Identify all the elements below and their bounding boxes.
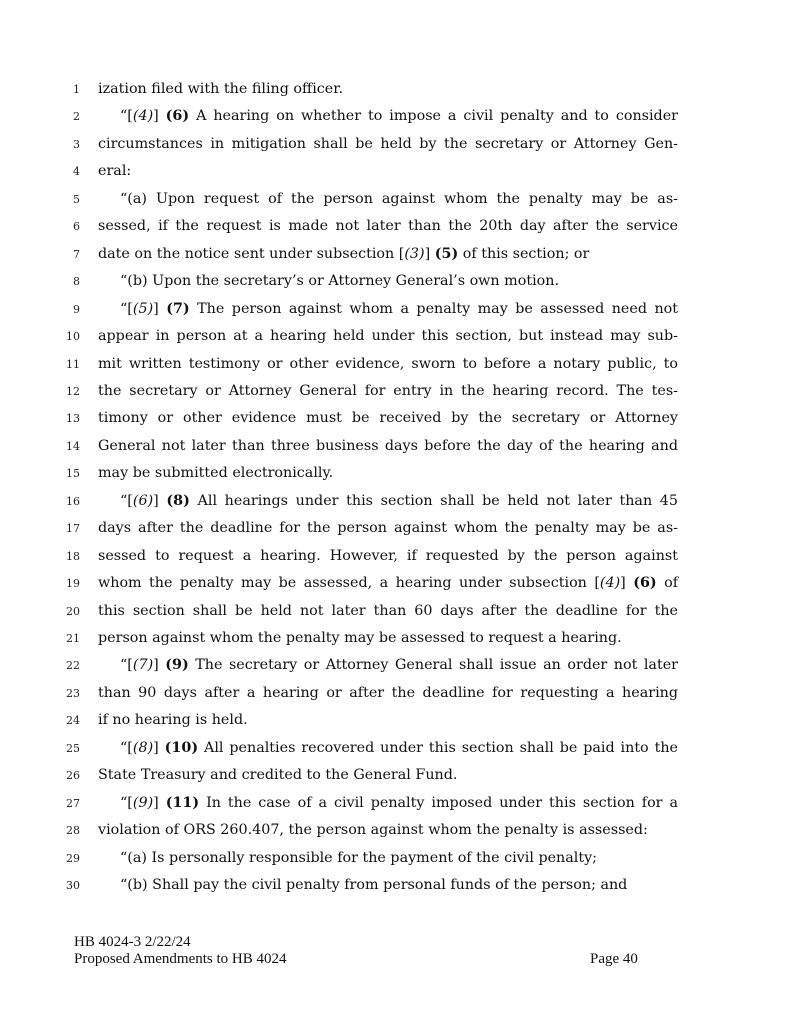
text-segment: sessed, if the request is made not later than the 20th day after the service: [98, 218, 678, 235]
line-text: [120, 847, 678, 869]
text-line: [0, 627, 800, 654]
line-number: 15: [66, 467, 80, 481]
bold-text-segment: (10): [164, 739, 199, 756]
text-segment: appear in person at a hearing held under this section, but instead may sub-: [98, 328, 678, 345]
text-line: [0, 462, 800, 489]
line-number: 10: [66, 330, 80, 344]
text-segment: A hearing on whether to impose a civil penalty and to consider: [189, 108, 679, 125]
line-number: 2: [73, 110, 80, 124]
text-segment: ization filed with the filing officer.: [98, 81, 344, 97]
text-line: [0, 764, 800, 791]
bold-text-segment: (6): [633, 575, 657, 592]
line-text: [98, 133, 678, 155]
line-text: [98, 462, 678, 484]
text-segment: ]: [153, 739, 165, 756]
text-segment: All penalties recovered under this section shall be paid into the: [198, 739, 678, 756]
text-line: [0, 847, 800, 874]
text-segment: “[: [120, 300, 133, 317]
line-text: [98, 682, 678, 704]
line-number: 4: [73, 165, 80, 179]
text-line: [0, 792, 800, 819]
text-segment: eral:: [98, 163, 132, 180]
text-line: [0, 353, 800, 380]
text-segment: ]: [153, 794, 166, 811]
line-text: [120, 298, 678, 320]
text-segment: ]: [620, 575, 634, 592]
line-number: 8: [73, 275, 80, 289]
line-number: 18: [66, 549, 80, 563]
text-line: [0, 188, 800, 215]
line-number: 26: [66, 769, 80, 783]
text-segment: ]: [153, 492, 167, 509]
text-line: [0, 78, 800, 105]
text-segment: sessed to request a hearing. However, if requested by the person against: [98, 547, 678, 564]
line-number: 9: [73, 302, 80, 316]
line-number: 17: [66, 522, 80, 536]
bold-text-segment: (6): [165, 108, 190, 125]
text-line: [0, 407, 800, 434]
text-segment: “(b) Shall pay the civil penalty from personal funds of the person; and: [120, 877, 628, 894]
line-number: 20: [66, 604, 80, 618]
text-segment: may be submitted electronically.: [98, 465, 334, 482]
text-segment: In the case of a civil penalty imposed under this section for a: [199, 794, 678, 811]
text-segment: circumstances in mitigation shall be held by the secretary or Attorney Gen-: [98, 135, 678, 152]
line-number: 16: [66, 494, 80, 508]
line-text: [120, 792, 678, 814]
line-text: [98, 407, 678, 429]
line-text: [120, 105, 678, 127]
page-number: Page 40: [590, 951, 638, 967]
text-segment: if no hearing is held.: [98, 712, 248, 729]
line-text: [120, 874, 678, 896]
text-line: [0, 517, 800, 544]
text-line: [0, 298, 800, 325]
italic-deleted-text-segment: (8): [132, 739, 154, 756]
text-line: [0, 105, 800, 132]
line-number: 1: [73, 83, 80, 96]
line-text: [98, 243, 678, 265]
line-number: 13: [66, 412, 80, 426]
text-line: [0, 270, 800, 297]
text-line: [0, 243, 800, 270]
line-text: [98, 764, 678, 786]
line-text: [120, 270, 678, 292]
text-segment: of: [656, 575, 679, 592]
line-text: [98, 78, 678, 100]
line-text: [98, 545, 678, 567]
text-segment: “[: [120, 739, 133, 756]
line-number: 24: [66, 714, 80, 728]
text-segment: than 90 days after a hearing or after the deadline for requesting a hearing: [98, 684, 678, 701]
line-number: 12: [66, 384, 80, 398]
line-number: 14: [66, 439, 80, 453]
line-text: [120, 188, 678, 210]
text-segment: violation of ORS 260.407, the person against whom the penalty is assessed:: [98, 822, 648, 839]
line-text: [98, 819, 678, 841]
text-segment: this section shall be held not later than 60 days after the deadline for the: [98, 602, 678, 619]
text-line: [0, 380, 800, 407]
text-line: [0, 654, 800, 681]
line-number: 5: [73, 192, 80, 206]
italic-deleted-text-segment: (9): [132, 794, 154, 811]
text-line: [0, 133, 800, 160]
line-text: [98, 517, 678, 539]
text-segment: the secretary or Attorney General for entry in the hearing record. The tes-: [98, 382, 678, 399]
text-line: [0, 709, 800, 736]
text-segment: “(b) Upon the secretary’s or Attorney General’s own motion.: [120, 273, 560, 290]
line-number: 28: [66, 824, 80, 838]
text-segment: of this section; or: [458, 245, 590, 262]
line-text: [98, 160, 678, 182]
footer-row-subtitle: [74, 951, 674, 968]
text-segment: mit written testimony or other evidence, sworn to before a notary public, to: [98, 355, 678, 372]
text-segment: General not later than three business days before the day of the hearing and: [98, 437, 678, 454]
text-segment: ]: [153, 300, 167, 317]
text-segment: “[: [120, 108, 133, 125]
line-text: [98, 627, 678, 649]
line-number: 19: [66, 577, 80, 591]
line-text: [98, 325, 678, 347]
text-segment: date on the notice sent under subsection [: [98, 245, 405, 262]
line-text: [98, 572, 678, 594]
line-text: [120, 737, 678, 759]
line-number: 22: [66, 659, 80, 673]
bold-text-segment: (8): [166, 492, 190, 509]
line-number: 7: [73, 247, 80, 261]
line-text: [98, 380, 678, 402]
text-segment: “(a) Is personally responsible for the payment of the civil penalty;: [120, 849, 597, 866]
bill-version: HB 4024-3 2/22/24: [74, 934, 191, 950]
text-segment: whom the penalty may be assessed, a hearing under subsection [: [98, 575, 600, 592]
text-line: [0, 737, 800, 764]
line-number: 27: [66, 796, 80, 810]
text-segment: “(a) Upon request of the person against whom the penalty may be as-: [120, 190, 678, 207]
footer-subtitle: Proposed Amendments to HB 4024: [74, 951, 287, 967]
text-segment: State Treasury and credited to the General Fund.: [98, 767, 458, 784]
text-segment: “[: [120, 794, 133, 811]
footer-row-version: [74, 934, 674, 951]
bold-text-segment: (5): [434, 245, 459, 262]
line-number: 25: [66, 741, 80, 755]
italic-deleted-text-segment: (5): [132, 300, 154, 317]
bold-text-segment: (7): [166, 300, 190, 317]
text-line: [0, 572, 800, 599]
text-line: [0, 600, 800, 627]
text-segment: “[: [120, 492, 133, 509]
line-number: 21: [66, 632, 80, 645]
line-text: [98, 215, 678, 237]
line-text: [98, 435, 678, 457]
line-number: 30: [66, 879, 80, 893]
text-line: [0, 874, 800, 901]
text-line: [0, 545, 800, 572]
text-segment: The secretary or Attorney General shall issue an order not later: [188, 657, 678, 674]
line-number: 3: [73, 137, 80, 151]
line-number: 23: [66, 686, 80, 700]
text-line: [0, 682, 800, 709]
line-number: 6: [73, 220, 80, 234]
line-text: [120, 490, 678, 512]
text-segment: “[: [120, 657, 133, 674]
line-text: [98, 709, 678, 731]
line-text: [98, 353, 678, 375]
text-line: [0, 215, 800, 242]
text-segment: ]: [153, 108, 166, 125]
text-line: [0, 325, 800, 352]
text-segment: The person against whom a penalty may be assessed need not: [189, 300, 678, 317]
text-segment: days after the deadline for the person against whom the penalty may be as-: [98, 520, 678, 537]
text-segment: ]: [153, 657, 166, 674]
text-line: [0, 160, 800, 187]
page-footer: [74, 934, 674, 968]
text-line: [0, 435, 800, 462]
text-segment: timony or other evidence must be received by the secretary or Attorney: [98, 410, 678, 427]
text-segment: person against whom the penalty may be assessed to request a hearing.: [98, 630, 622, 646]
text-segment: ]: [424, 245, 435, 262]
text-segment: All hearings under this section shall be held not later than 45: [189, 492, 679, 509]
text-line: [0, 819, 800, 846]
line-number: 11: [66, 357, 80, 371]
text-line: [0, 490, 800, 517]
bold-text-segment: (11): [165, 794, 200, 811]
italic-deleted-text-segment: (4): [599, 575, 621, 592]
bold-text-segment: (9): [165, 657, 189, 674]
italic-deleted-text-segment: (3): [404, 245, 425, 262]
line-number: 29: [66, 851, 80, 865]
italic-deleted-text-segment: (4): [132, 108, 154, 125]
line-text: [120, 654, 678, 676]
italic-deleted-text-segment: (7): [132, 657, 154, 674]
italic-deleted-text-segment: (6): [132, 492, 154, 509]
line-text: [98, 600, 678, 622]
